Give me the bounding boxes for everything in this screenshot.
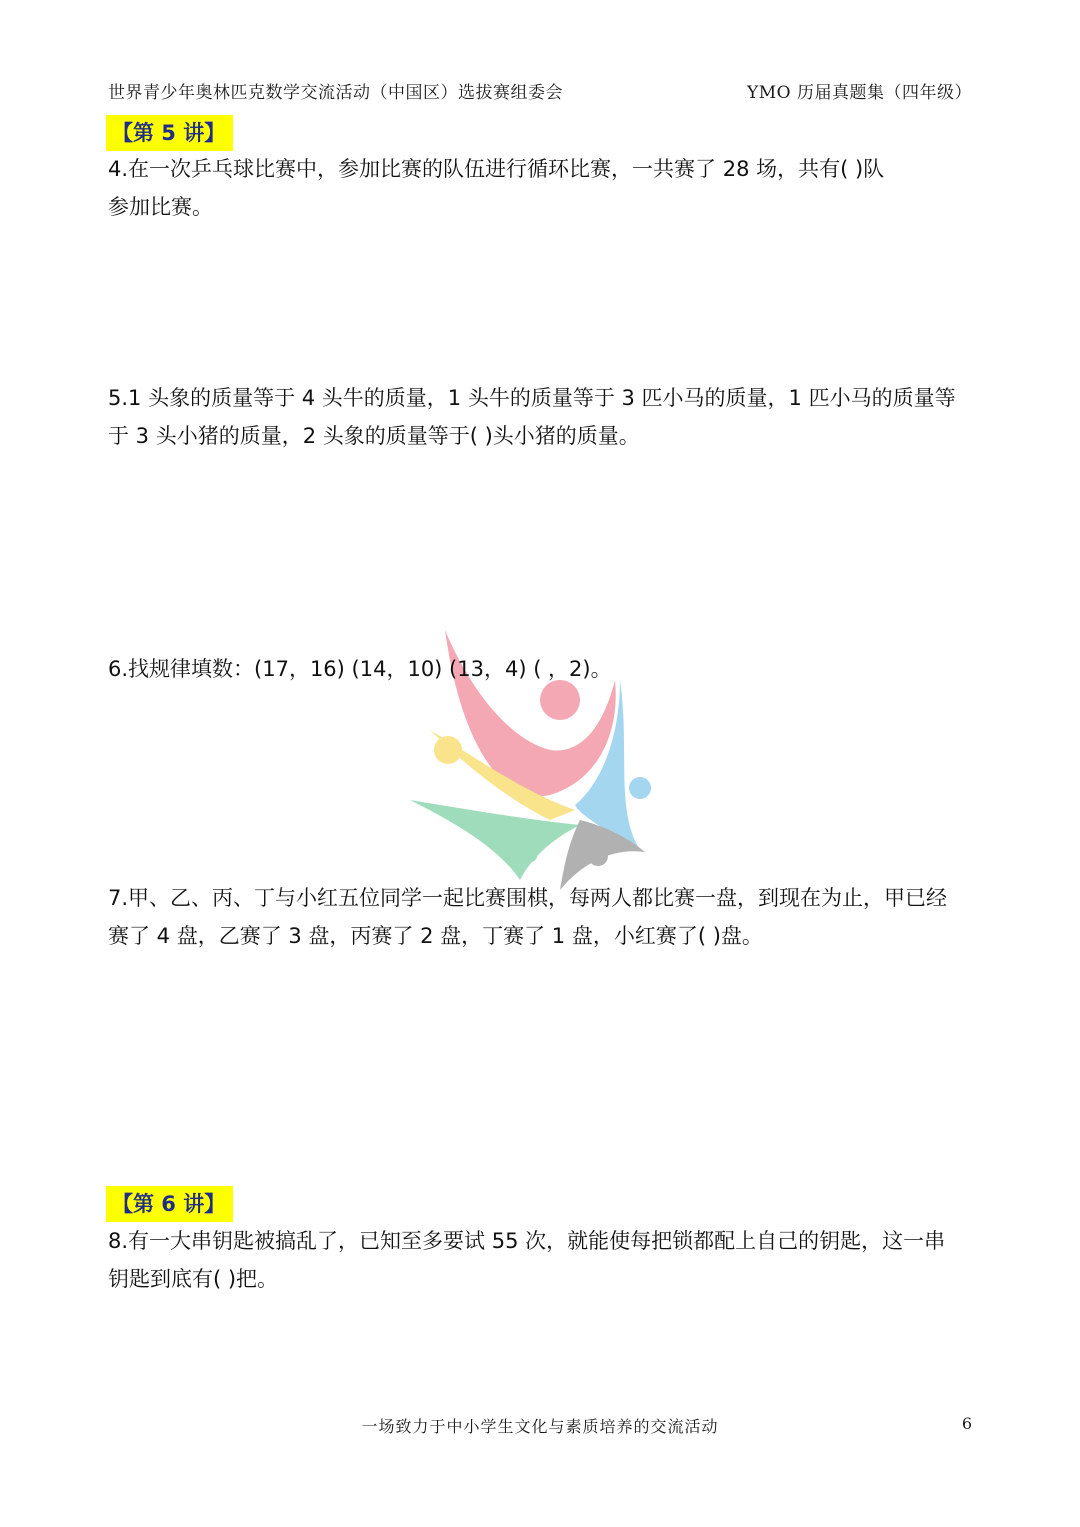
header-organizer: 世界青少年奥林匹克数学交流活动（中国区）选拔赛组委会 xyxy=(108,83,563,103)
logo-yellow-dot xyxy=(434,736,462,764)
question-4-line-2: 参加比赛。 xyxy=(108,195,213,219)
lecture-5-tag: 【第 5 讲】 xyxy=(106,115,233,151)
page-number: 6 xyxy=(961,1414,972,1433)
lecture-6-tag: 【第 6 讲】 xyxy=(106,1186,233,1222)
question-4 xyxy=(108,150,974,226)
header-collection-title: YMO 历届真题集（四年级） xyxy=(747,83,972,103)
question-6-line-1: 6.找规律填数：(17，16) (14，10) (13，4) ( ，2)。 xyxy=(108,657,612,681)
question-8-line-1: 8.有一大串钥匙被搞乱了，已知至多要试 55 次，就能使每把锁都配上自己的钥匙，这一串 xyxy=(108,1229,946,1253)
question-6 xyxy=(108,650,974,688)
question-8 xyxy=(108,1222,974,1298)
question-5 xyxy=(108,379,974,455)
question-8-line-2: 钥匙到底有( )把。 xyxy=(108,1267,279,1291)
logo-gray-dot xyxy=(588,846,608,866)
question-5-line-1: 5.1 头象的质量等于 4 头牛的质量，1 头牛的质量等于 3 匹小马的质量，1 匹小马的质量等 xyxy=(108,386,956,410)
question-7-line-2: 赛了 4 盘，乙赛了 3 盘，丙赛了 2 盘，丁赛了 1 盘，小红赛了( )盘。 xyxy=(108,924,763,948)
question-4-line-1: 4.在一次乒乓球比赛中，参加比赛的队伍进行循环比赛，一共赛了 28 场，共有( )队 xyxy=(108,157,885,181)
footer-slogan: 一场致力于中小学生文化与素质培养的交流活动 xyxy=(361,1417,719,1436)
question-5-line-2: 于 3 头小猪的质量，2 头象的质量等于( )头小猪的质量。 xyxy=(108,424,640,448)
question-7 xyxy=(108,879,974,955)
question-7-line-1: 7.甲、乙、丙、丁与小红五位同学一起比赛围棋，每两人都比赛一盘，到现在为止，甲已经 xyxy=(108,886,948,910)
logo-blue-dot xyxy=(629,777,651,799)
logo-green-dot xyxy=(518,843,538,863)
